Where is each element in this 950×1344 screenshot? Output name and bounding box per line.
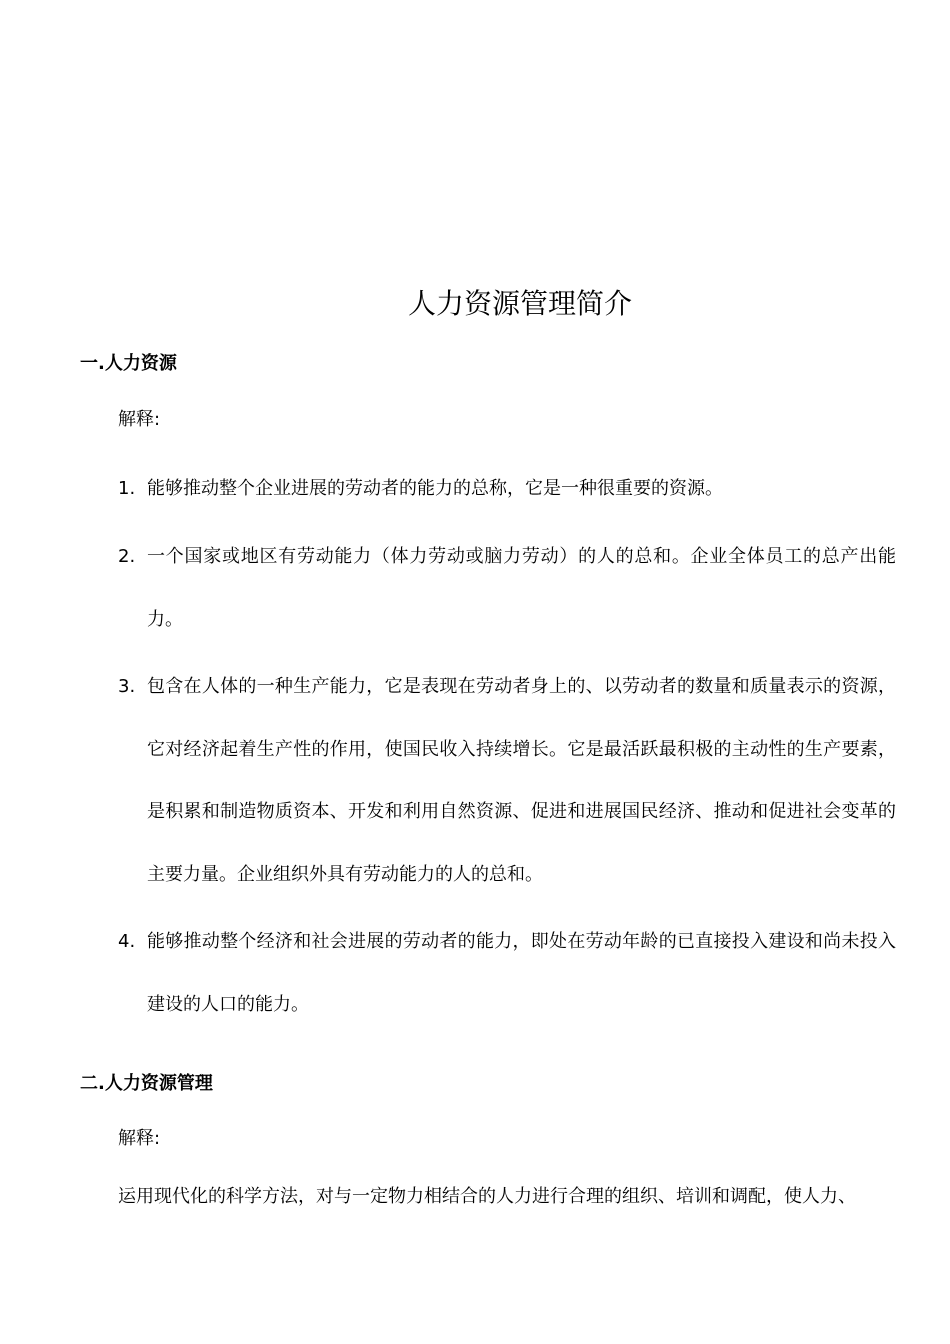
- list-item-number: 2.: [118, 546, 136, 567]
- list-item: [118, 656, 896, 906]
- list-item-text: 能够推动整个企业进展的劳动者的能力的总称，它是一种很重要的资源。: [147, 478, 723, 499]
- body-paragraph: 运用现代化的科学方法，对与一定物力相结合的人力进行合理的组织、培训和调配，使人力、: [118, 1186, 856, 1207]
- list-item: [118, 458, 896, 521]
- list-item: [118, 911, 896, 1036]
- list-item-text: 一个国家或地区有劳动能力（体力劳动或脑力劳动）的人的总和。企业全体员工的总产出能力。: [147, 546, 896, 630]
- list-item-text: 能够推动整个经济和社会进展的劳动者的能力，即处在劳动年龄的已直接投入建设和尚未投入建设的人口的能力。: [147, 931, 896, 1015]
- section-label-explanation: 解释:: [118, 1128, 161, 1149]
- document-title: 人力资源管理简介: [407, 287, 632, 320]
- section-heading-hr-management: 二.人力资源管理: [80, 1073, 213, 1094]
- list-item-text: 包含在人体的一种生产能力，它是表现在劳动者身上的、以劳动者的数量和质量表示的资源，它对经济起着生产性的作用，使国民收入持续增长。它是最活跃最积极的主动性的生产要素，是积累和制造物质资本、开发和利用自然资源、促进和进展国民经济、推动和促进社会变革的主要力量。企业组织外具有劳动能力的人的总和。: [147, 676, 896, 885]
- section-heading-human-resources: 一.人力资源: [80, 353, 177, 374]
- list-item: [118, 526, 896, 651]
- list-item-number: 4.: [118, 931, 136, 952]
- section-label-explanation: 解释:: [118, 409, 161, 430]
- list-item-number: 3.: [118, 676, 136, 697]
- list-item-number: 1.: [118, 478, 136, 499]
